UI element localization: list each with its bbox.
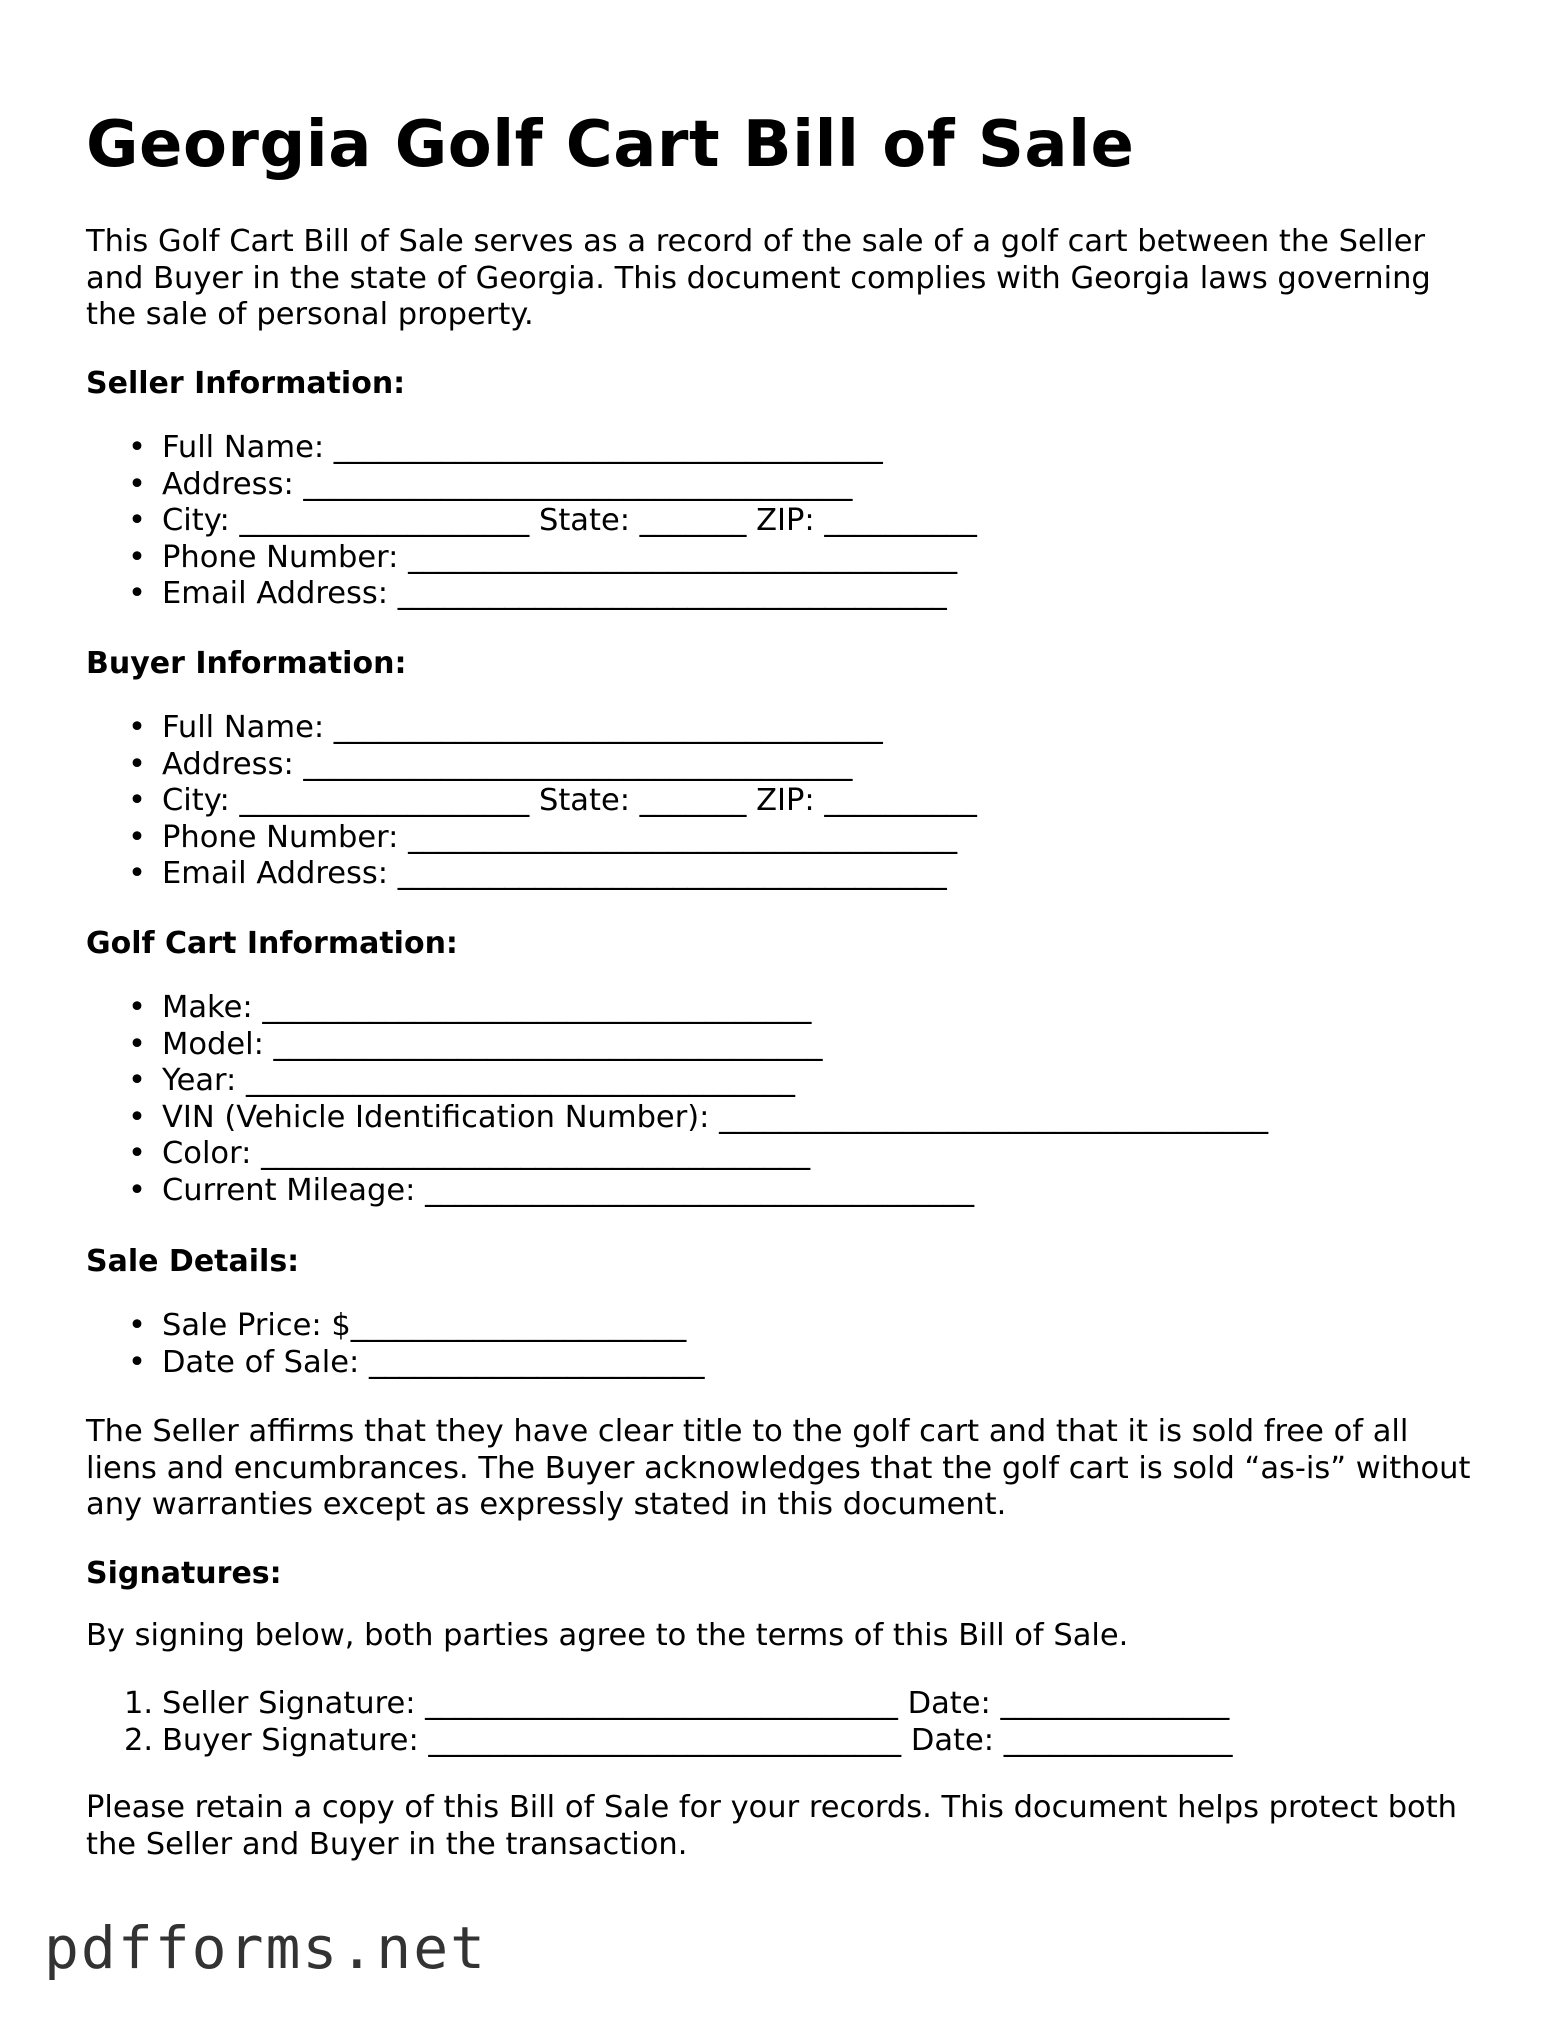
cart-heading: Golf Cart Information: [86,926,458,961]
intro-paragraph: This Golf Cart Bill of Sale serves as a record of the sale of a golf cart between the Seller and Buyer in the state of Georgia. This document complies with Georgia laws governing the sale of personal property. [86,224,1431,332]
list-number: 2. [124,1722,154,1758]
cart-make-field[interactable]: • Make: ____________________________________ [86,990,1268,1027]
seller-signature-field[interactable] [86,1686,1232,1723]
seller-address-field[interactable]: • Address: ____________________________________ [86,467,977,504]
document-title: Georgia Golf Cart Bill of Sale [86,108,1135,182]
sale-heading: Sale Details: [86,1244,300,1279]
seller-fields [86,430,977,613]
buyer-signature-field[interactable] [86,1723,1232,1760]
signatures-statement: By signing below, both parties agree to the terms of this Bill of Sale. [86,1618,1129,1653]
seller-full-name-field[interactable]: • Full Name: ____________________________________ [86,430,977,467]
seller-city-state-zip-field[interactable]: • City: ___________________ State: _______ ZIP: __________ [86,503,977,540]
closing-paragraph: Please retain a copy of this Bill of Sale for your records. This document helps protect both the Seller and Buyer in the transaction. [86,1790,1458,1862]
signature-fields [86,1686,1232,1759]
cart-color-field[interactable]: • Color: ____________________________________ [86,1136,1268,1173]
seller-email-field[interactable]: • Email Address: ____________________________________ [86,576,977,613]
seller-signature-text: Seller Signature: _______________________________ Date: _______________ [162,1686,1230,1721]
list-number: 1. [124,1686,154,1721]
buyer-signature-text: Buyer Signature: _______________________________ Date: _______________ [162,1722,1233,1758]
seller-phone-field[interactable]: • Phone Number: ____________________________________ [86,540,977,577]
cart-vin-field[interactable]: • VIN (Vehicle Identification Number): ____________________________________ [86,1100,1268,1137]
buyer-heading: Buyer Information: [86,646,407,681]
signatures-heading: Signatures: [86,1556,282,1591]
seller-heading: Seller Information: [86,366,406,401]
buyer-email-field[interactable]: • Email Address: ____________________________________ [86,856,977,893]
buyer-address-field[interactable]: • Address: ____________________________________ [86,747,977,784]
cart-fields [86,990,1268,1209]
buyer-city-state-zip-field[interactable]: • City: ___________________ State: _______ ZIP: __________ [86,783,977,820]
affirmation-paragraph: The Seller affirms that they have clear title to the golf cart and that it is sold free of all liens and encumbrances. The Buyer acknowledges that the golf cart is sold “as-is” without any warranties except as expressly stated in this document. [86,1414,1471,1522]
cart-year-field[interactable]: • Year: ____________________________________ [86,1063,1268,1100]
cart-mileage-field[interactable]: • Current Mileage: ____________________________________ [86,1173,1268,1210]
sale-fields [86,1308,704,1381]
buyer-full-name-field[interactable]: • Full Name: ____________________________________ [86,710,977,747]
buyer-fields [86,710,977,893]
brand-watermark: pdfforms.net [44,1914,488,1982]
cart-model-field[interactable]: • Model: ____________________________________ [86,1027,1268,1064]
sale-price-field[interactable]: • Sale Price: $______________________ [86,1308,704,1345]
buyer-phone-field[interactable]: • Phone Number: ____________________________________ [86,820,977,857]
sale-date-field[interactable]: • Date of Sale: ______________________ [86,1345,704,1382]
